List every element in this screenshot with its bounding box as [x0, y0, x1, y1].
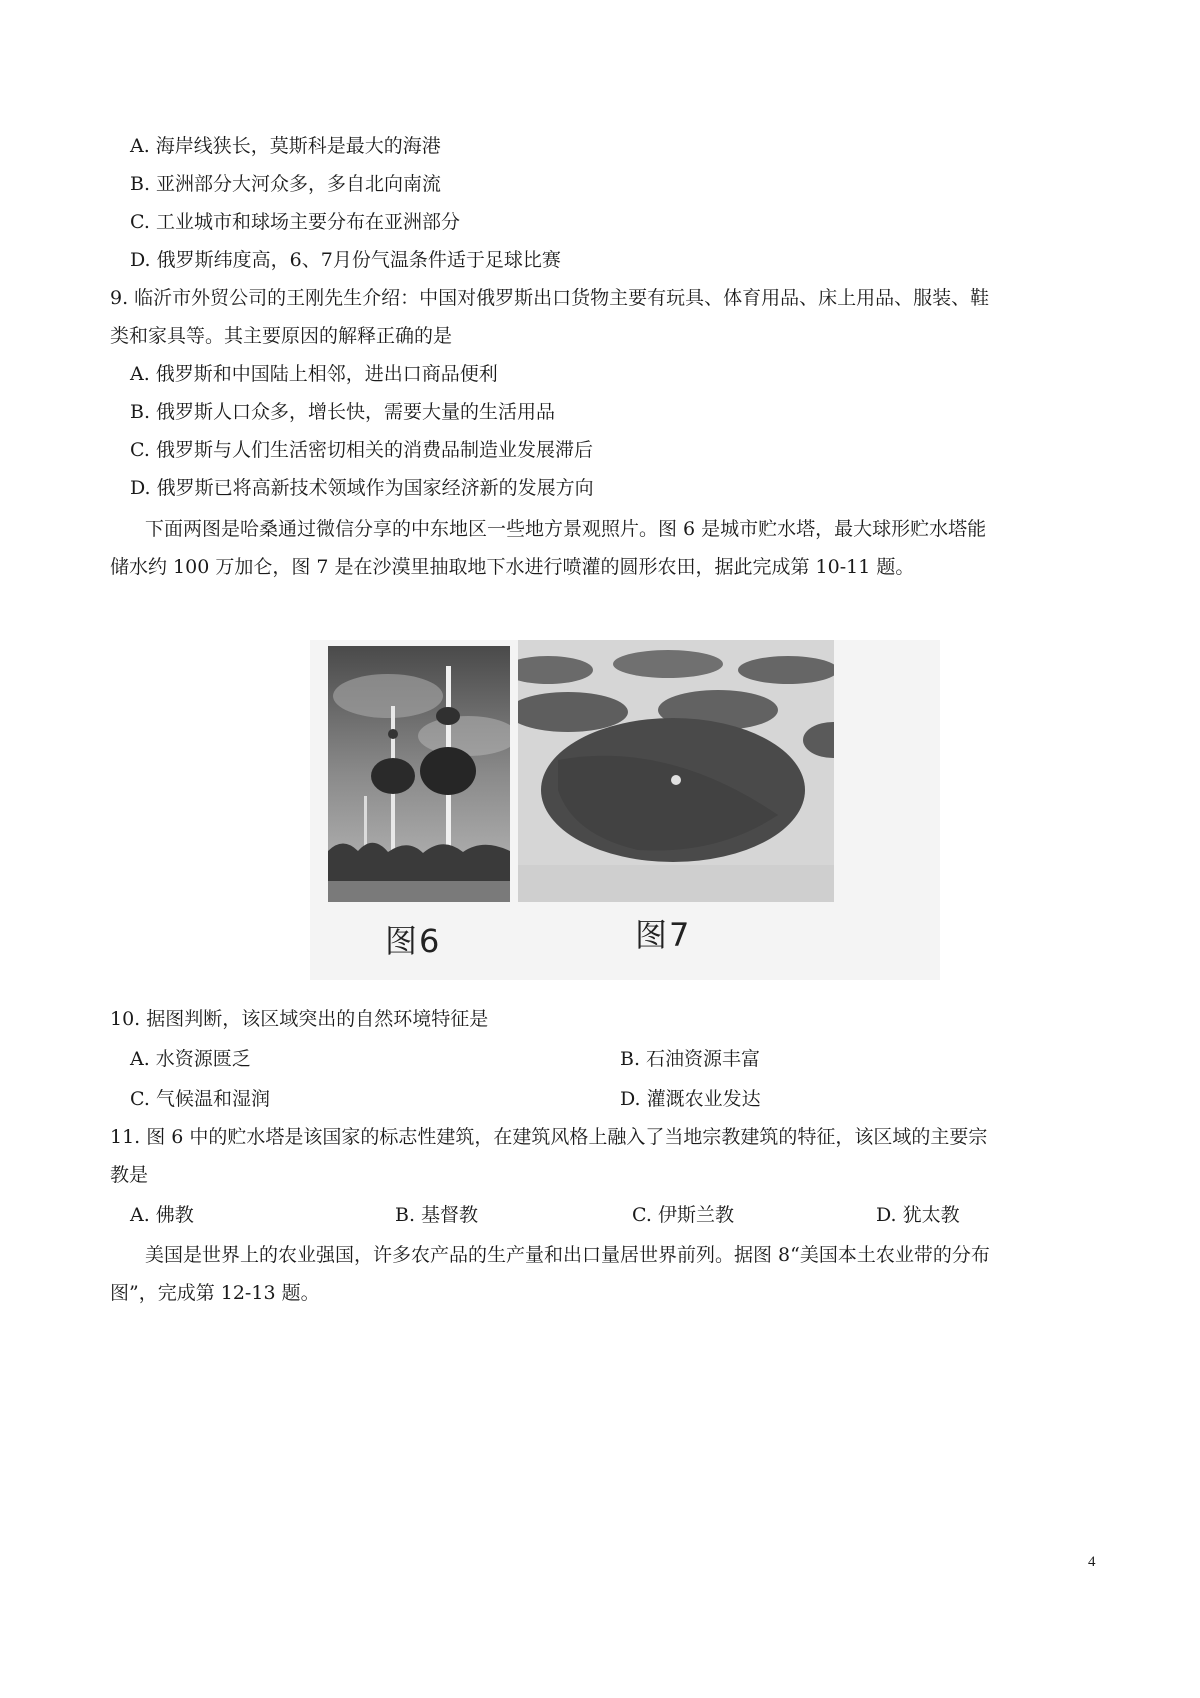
q9-option-d: D. 俄罗斯已将高新技术领域作为国家经济新的发展方向 — [130, 477, 594, 499]
q11-stem-line1: 11. 图 6 中的贮水塔是该国家的标志性建筑，在建筑风格上融入了当地宗教建筑的特征，该区域的主要宗 — [110, 1126, 988, 1148]
figure-6-caption: 图6 — [385, 922, 442, 960]
q9-option-c: C. 俄罗斯与人们生活密切相关的消费品制造业发展滞后 — [130, 439, 593, 461]
q11-option-d: D. 犹太教 — [876, 1204, 960, 1226]
q10-stem: 10. 据图判断，该区域突出的自然环境特征是 — [110, 1008, 489, 1030]
q11-stem-line2: 教是 — [110, 1164, 149, 1186]
q11-option-a: A. 佛教 — [130, 1204, 194, 1226]
figure-6-7 — [310, 640, 940, 980]
intro-12-13-line2: 图”，完成第 12-13 题。 — [110, 1282, 320, 1304]
q8-option-b: B. 亚洲部分大河众多，多自北向南流 — [130, 173, 442, 195]
q8-option-d: D. 俄罗斯纬度高，6、7月份气温条件适于足球比赛 — [130, 249, 561, 271]
q10-option-c: C. 气候温和湿润 — [130, 1088, 270, 1110]
intro-10-11-line1: 下面两图是哈桑通过微信分享的中东地区一些地方景观照片。图 6 是城市贮水塔，最大球形贮水塔能 — [145, 518, 987, 540]
water-tower-image — [328, 646, 510, 902]
q9-stem-line2: 类和家具等。其主要原因的解释正确的是 — [110, 325, 453, 347]
q8-option-a: A. 海岸线狭长，莫斯科是最大的海港 — [130, 135, 441, 157]
q10-option-b: B. 石油资源丰富 — [620, 1048, 761, 1070]
q10-option-a: A. 水资源匮乏 — [130, 1048, 251, 1070]
q11-option-b: B. 基督教 — [395, 1204, 479, 1226]
q9-stem-line1: 9. 临沂市外贸公司的王刚先生介绍：中国对俄罗斯出口货物主要有玩具、体育用品、床上用品、服装、鞋 — [110, 287, 990, 309]
q8-option-c: C. 工业城市和球场主要分布在亚洲部分 — [130, 211, 460, 233]
intro-10-11-line2: 储水约 100 万加仑，图 7 是在沙漠里抽取地下水进行喷灌的圆形农田，据此完成第 10-11 题。 — [110, 556, 915, 578]
q10-option-d: D. 灌溉农业发达 — [620, 1088, 761, 1110]
q11-option-c: C. 伊斯兰教 — [632, 1204, 734, 1226]
q9-option-b: B. 俄罗斯人口众多，增长快，需要大量的生活用品 — [130, 401, 556, 423]
page-number: 4 — [1088, 1554, 1096, 1570]
figure-6-photo — [328, 646, 510, 902]
intro-12-13-line1: 美国是世界上的农业强国，许多农产品的生产量和出口量居世界前列。据图 8“美国本土农业带的分布 — [145, 1244, 990, 1266]
figure-7-photo — [518, 640, 834, 902]
figure-7-caption: 图7 — [635, 916, 692, 954]
q9-option-a: A. 俄罗斯和中国陆上相邻，进出口商品便利 — [130, 363, 498, 385]
circular-fields-image — [518, 640, 834, 902]
